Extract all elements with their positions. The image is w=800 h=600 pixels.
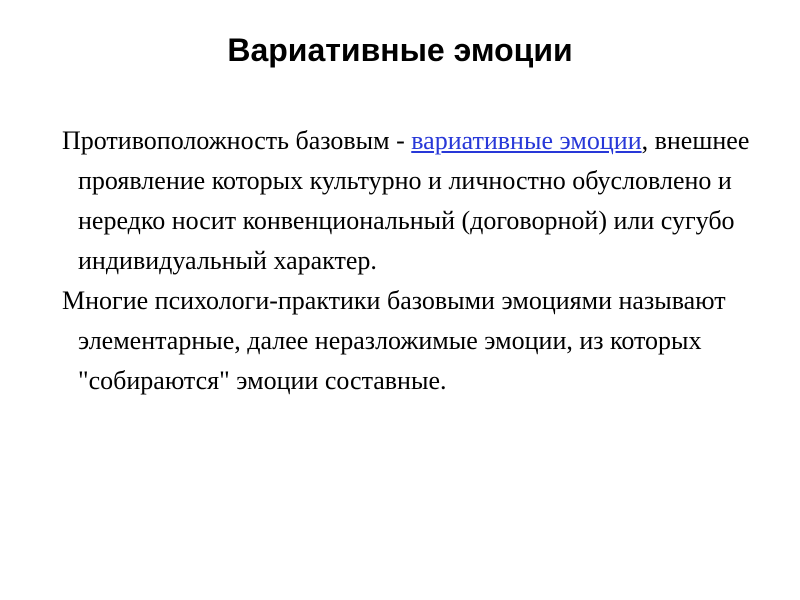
variative-emotions-link[interactable]: вариативные эмоции	[411, 126, 642, 155]
slide-title: Вариативные эмоции	[227, 32, 573, 68]
paragraph-1-rest-text: , внешнее проявление которых культурно и личностно обусловлено и нередко носит конвенциональный (договорной) или сугубо индивидуальный характер.	[78, 126, 750, 275]
paragraph-1-lead-text: Противоположность базовым -	[62, 126, 412, 155]
paragraph-opposite-basic	[62, 121, 752, 281]
slide-body	[62, 121, 752, 401]
paragraph-psychologists: Многие психологи-практики базовыми эмоциями называют элементарные, далее неразложимые эмоции, из которых "собираются" эмоции составные.	[62, 286, 726, 395]
